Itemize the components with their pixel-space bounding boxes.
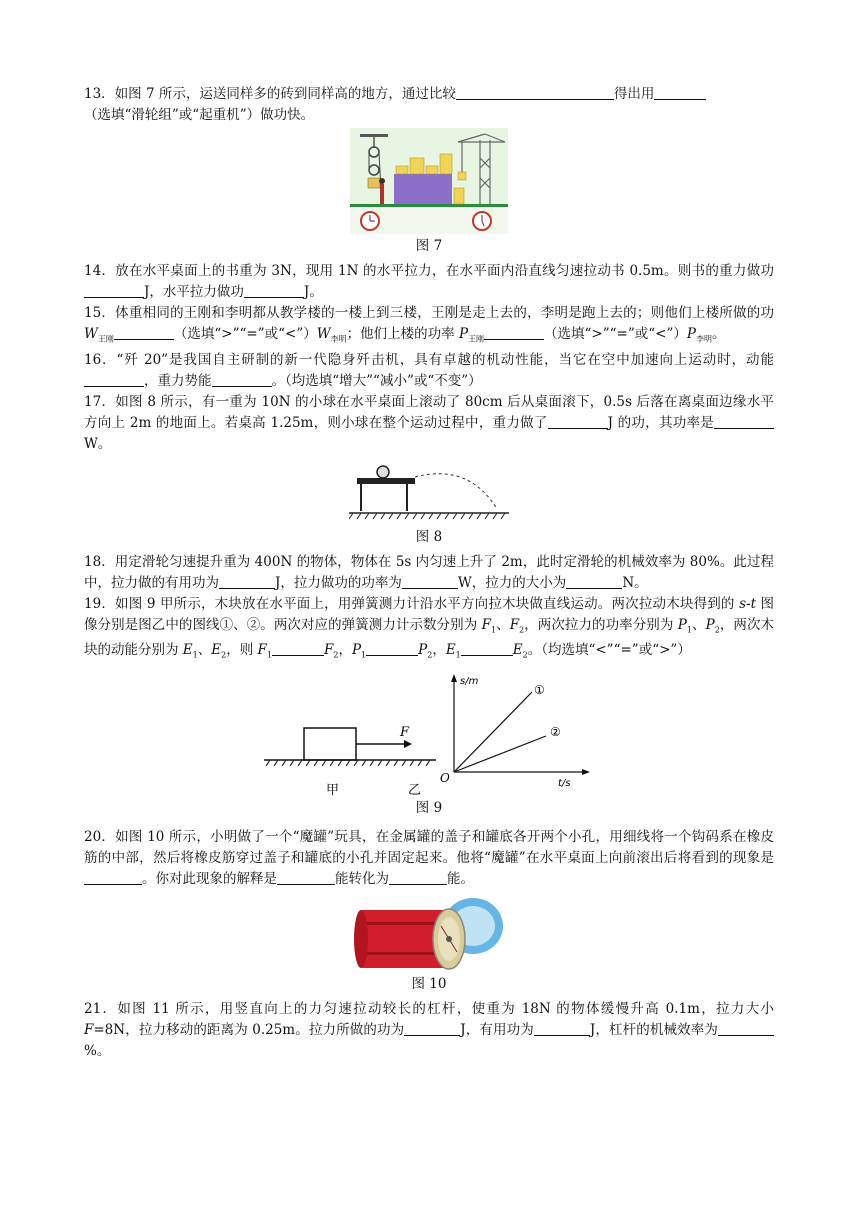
question-15: 15．体重相同的王刚和李明都从教学楼的一楼上到三楼，王刚是走上去的，李明是跑上去的；则他们上楼所做的功 $W_{王刚}$ （选填“>”“=”或“$<”)W_{李明}$；他们上楼的功率 $P_{王刚}$ （选填“>”“=”或“$<”)P_{李明}$。 <box>84 305 774 344</box>
question-number: 20． <box>84 829 116 846</box>
question-number: 17． <box>84 393 116 410</box>
question-16: 16．“歼 20”是我国自主研制的新一代隐身歼击机，具有卓越的机动性能，当它在空中加速向上运动时，动能，重力势能 。（均选填“增大”“减小”或“不变”） <box>84 351 774 389</box>
answer-blank[interactable] <box>244 282 304 298</box>
question-number: 16． <box>84 351 117 368</box>
figure-8-ball-off-table <box>349 461 509 525</box>
svg-text:甲: 甲 <box>326 783 340 799</box>
question-number: 19． <box>84 595 116 612</box>
svg-text:t/s: t/s <box>558 778 571 790</box>
answer-blank[interactable] <box>654 84 706 100</box>
question-number: 15． <box>84 305 116 321</box>
answer-blank[interactable] <box>456 84 614 100</box>
svg-text:乙: 乙 <box>408 783 422 799</box>
answer-blank[interactable] <box>84 869 142 885</box>
graph-line-2 <box>454 736 546 772</box>
figure-caption: 图 9 <box>415 800 443 817</box>
answer-blank[interactable] <box>714 413 774 429</box>
question-20: 20．如图 10 所示，小明做了一个“魔罐”玩具，在金属罐的盖子和罐底各开两个小孔，用细线将一个钩码系在橡皮筋的中部，然后将橡皮筋穿过盖子和罐底的小孔并固定起来。他将“魔罐”在水平桌面上向前滚出后将看到的现象是。你对此现象的解释是 能转化为 能。 <box>84 829 774 888</box>
question-number: 18． <box>84 553 115 570</box>
figure-10-magic-can <box>349 896 509 972</box>
answer-blank[interactable] <box>461 640 513 656</box>
question-18: 18．用定滑轮匀速提升重为 400N 的物体，物体在 5s 内匀速上升了 2m，此时定滑轮的机械效率为 80%。此过程中，拉力做的有用功为 J，拉力做功的功率为 W，拉力的大小为 N。 <box>84 553 774 591</box>
question-number: 14． <box>84 263 116 279</box>
answer-blank[interactable] <box>84 282 144 298</box>
figure-caption: 图 7 <box>415 238 443 254</box>
answer-blank[interactable] <box>534 1020 590 1036</box>
question-21: 21．如图 11 所示，用竖直向上的力匀速拉动较长的杠杆，使重为 18N 的物体缓慢升高 0.1m，拉力大小 F=8N，拉力移动的距离为 0.25m。拉力所做的功为 J，有用功为 J，杠杆的机械效率为%。 <box>84 1001 774 1060</box>
answer-blank[interactable] <box>272 640 324 656</box>
answer-blank[interactable] <box>548 413 608 429</box>
question-17: 17．如图 8 所示，有一重为 10N 的小球在水平桌面上滚动了 80cm 后从桌面滚下，0.5s 后落在离桌面边缘水平方向上 2m 的地面上。若桌高 1.25m，则小球在整个运动过程中，重力做了 J 的功，其功率是W。 <box>84 393 774 452</box>
answer-blank[interactable] <box>484 324 544 340</box>
question-13: 13．如图 7 所示，运送同样多的砖到同样高的地方，通过比较 得出用 （选填“滑轮组”或“起重机”）做功快。 <box>84 84 774 126</box>
figure-7-pulley-vs-crane <box>350 128 508 234</box>
answer-blank[interactable] <box>212 371 272 387</box>
answer-blank[interactable] <box>402 573 458 589</box>
answer-blank[interactable] <box>114 324 174 340</box>
worksheet-page <box>84 84 774 1062</box>
answer-blank[interactable] <box>404 1020 460 1036</box>
answer-blank[interactable] <box>84 371 144 387</box>
answer-blank[interactable] <box>566 573 622 589</box>
svg-text:F: F <box>400 725 410 741</box>
answer-blank[interactable] <box>277 869 335 885</box>
answer-blank[interactable] <box>366 640 418 656</box>
svg-text:s/m: s/m <box>460 676 479 688</box>
question-number: 13． <box>84 86 115 102</box>
svg-text:①: ① <box>534 683 545 698</box>
question-19: 19．如图 9 甲所示，木块放在水平面上，用弹簧测力计沿水平方向拉木块做直线运动。两次拉动木块得到的 s-t 图像分别是图乙中的图线①、②。两次对应的弹簧测力计示数分别为 $F_1$、$F_2$，两次拉力的功率分别为 $P_1$、$P_2$，两次木块的动能分别为 $E_1$、$E_2$，则 $F_1$ $F_2$，$P_1$ $P_2$，$E_1$ $E_2$。（均选填“<”“=”或“>”） <box>84 595 775 661</box>
answer-blank[interactable] <box>389 869 447 885</box>
graph-line-1 <box>454 692 532 772</box>
figure-caption: 图 10 <box>411 976 447 993</box>
figure-9 <box>264 670 594 810</box>
answer-blank[interactable] <box>718 1020 774 1036</box>
svg-text:②: ② <box>550 725 561 740</box>
question-14: 14．放在水平桌面上的书重为 3N，现用 1N 的水平拉力，在水平面内沿直线匀速拉动书 0.5m。则书的重力做功J，水平拉力做功 J。 <box>84 263 774 300</box>
svg-text:O: O <box>440 771 450 786</box>
figure-caption: 图 8 <box>415 528 443 545</box>
figure-9-st-graph <box>408 674 590 798</box>
answer-blank[interactable] <box>219 573 275 589</box>
question-number: 21． <box>84 1001 118 1018</box>
